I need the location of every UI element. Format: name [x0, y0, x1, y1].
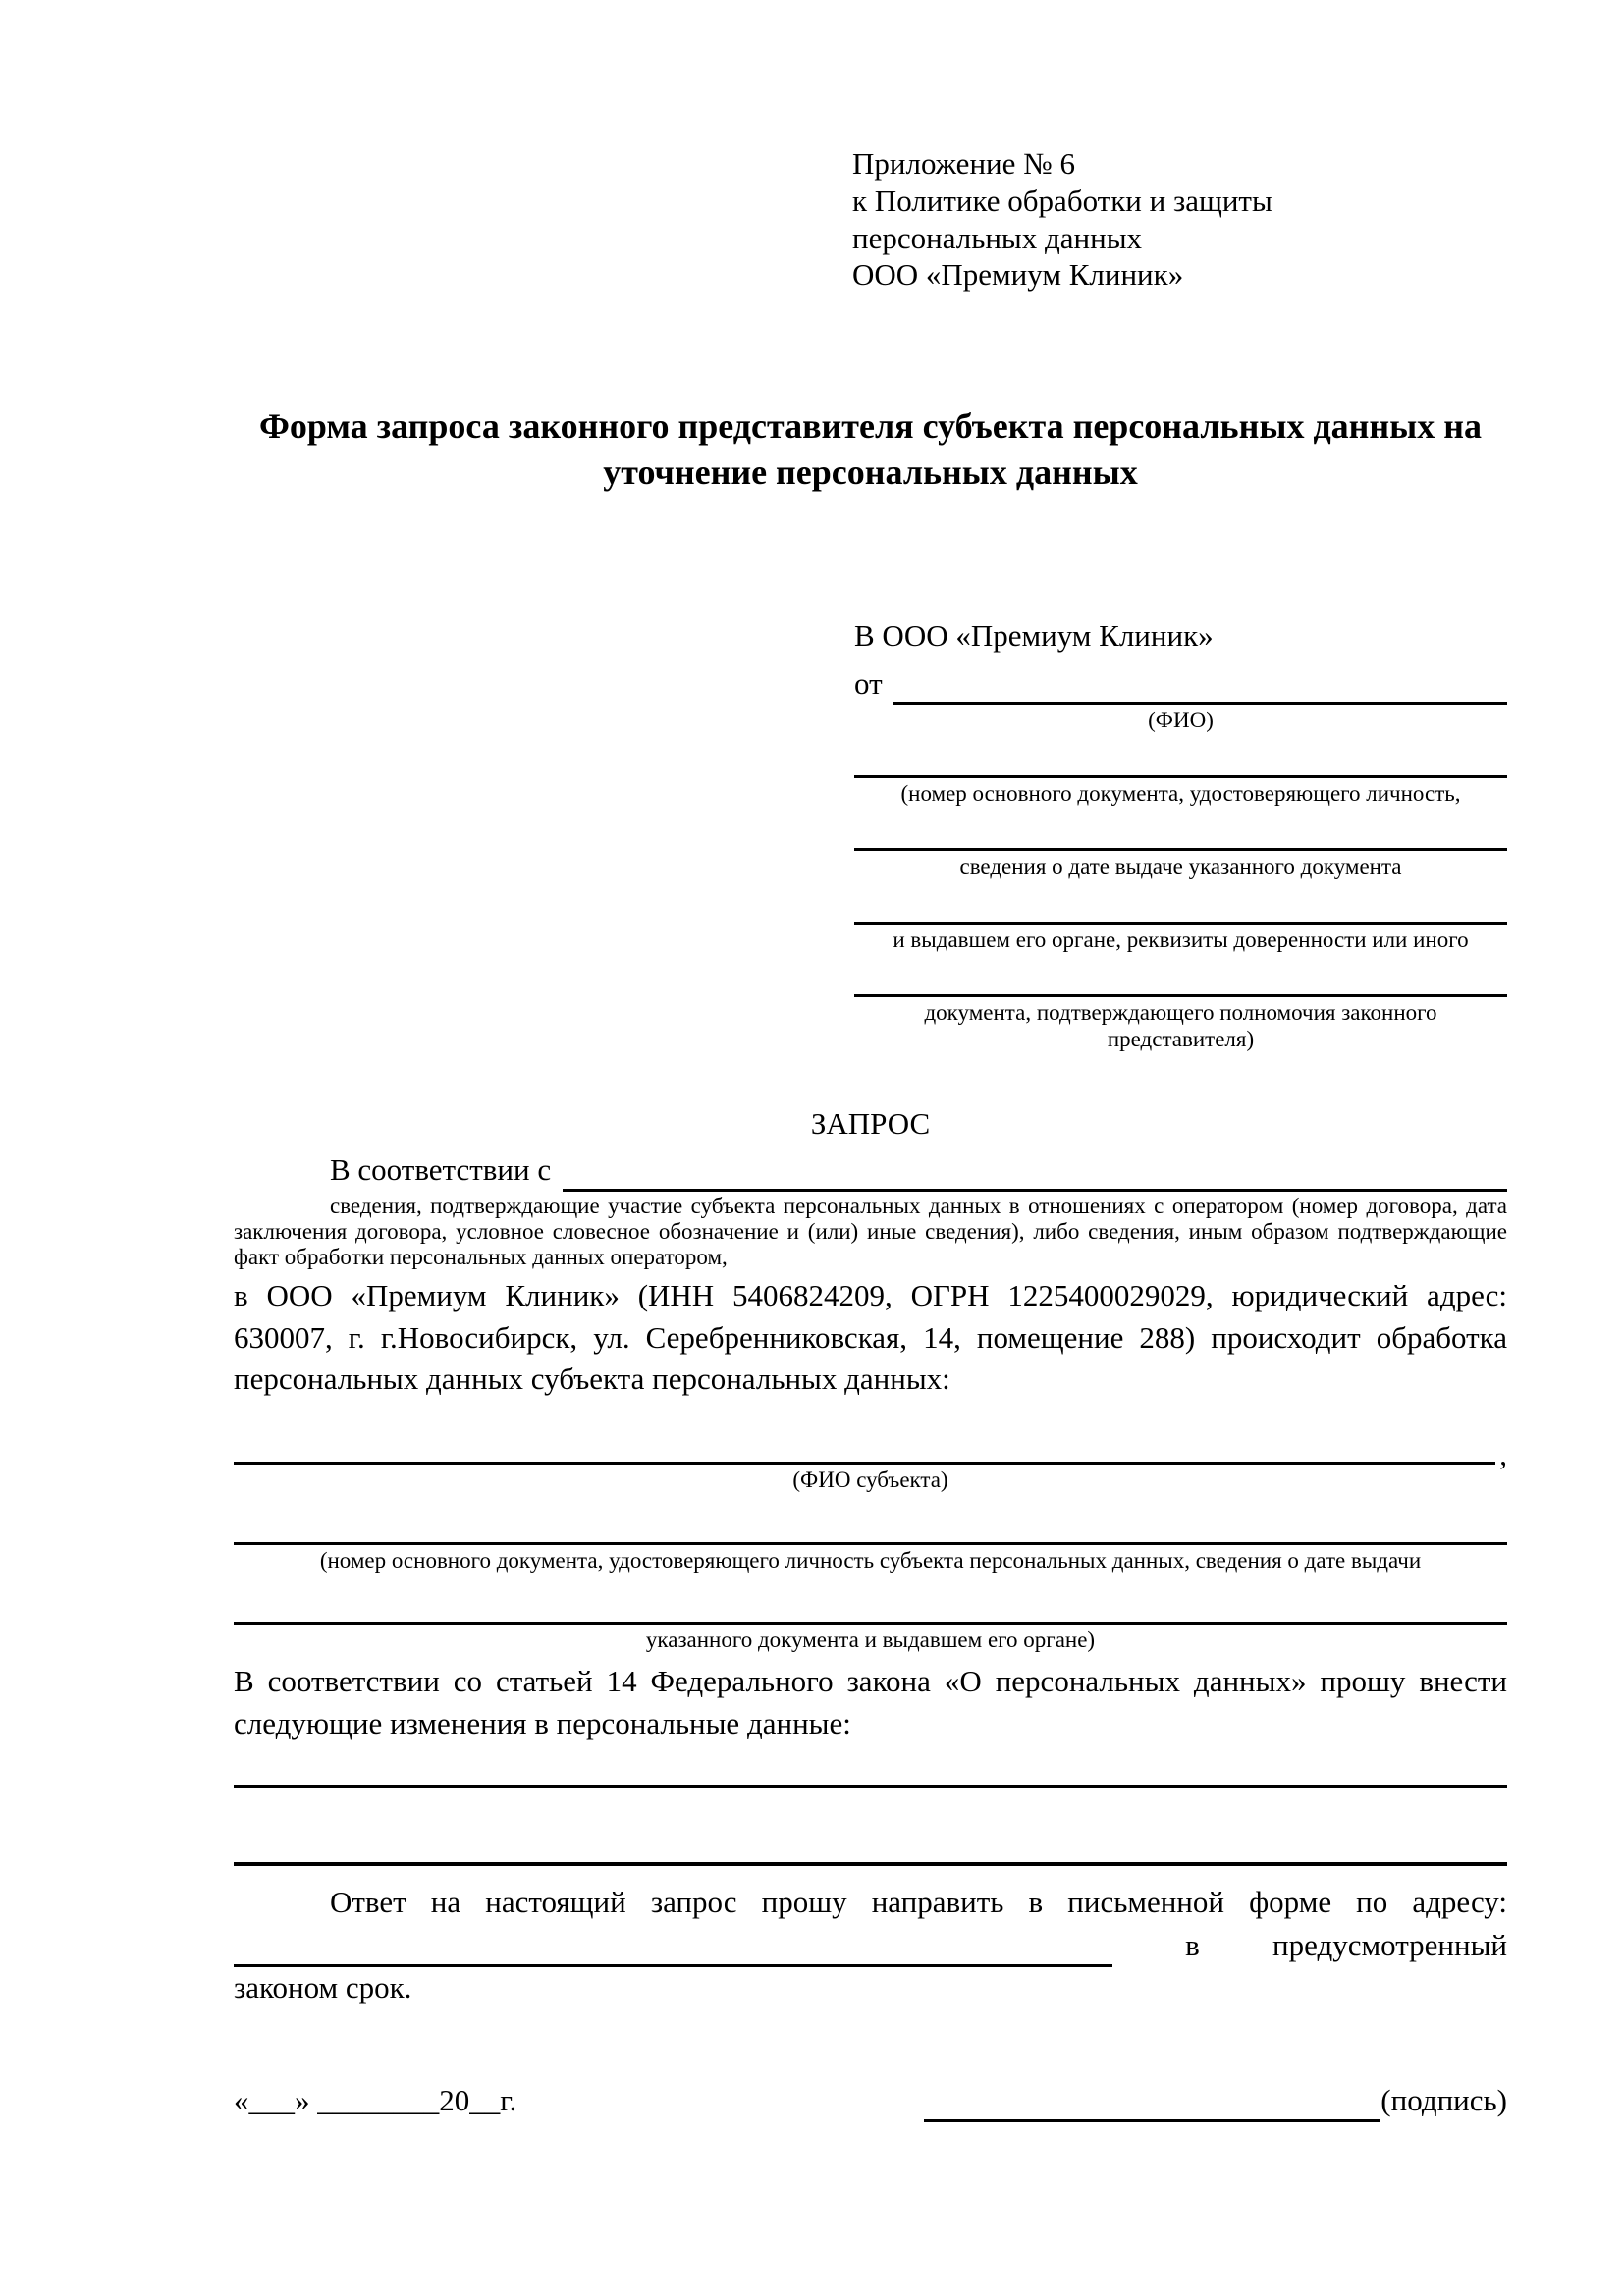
reply-paragraph-line1: Ответ на настоящий запрос прошу направить в письменной форме по адресу: — [330, 1884, 1507, 1919]
appendix-line: персональных данных — [852, 220, 1143, 255]
signature-blank-line — [924, 2082, 1380, 2122]
subject-issuer-caption: указанного документа и выдавшем его органе) — [645, 1627, 1096, 1652]
reply-address-blank-line — [234, 1929, 1112, 1967]
appendix-line: ООО «Премиум Клиник» — [852, 257, 1184, 293]
addressee-organization: В ООО «Премиум Клиник» — [854, 617, 1214, 653]
appendix-line: к Политике обработки и защиты — [852, 183, 1272, 218]
from-caption: (ФИО) — [1148, 708, 1214, 733]
reply-word: в — [1185, 1928, 1200, 1963]
subject-issuer-blank-line — [234, 1622, 1507, 1625]
representative-document-field — [854, 775, 1507, 807]
subject-fio-suffix: , — [1499, 1437, 1507, 1472]
subject-fio-caption: (ФИО субъекта) — [792, 1467, 948, 1492]
field-caption: документа, подтверждающего полномочия законного представителя) — [924, 1000, 1437, 1051]
reply-address-row — [234, 1925, 1507, 1967]
from-label: от — [854, 666, 883, 701]
signature-block — [924, 2080, 1507, 2122]
changes-blank-line-2 — [234, 1862, 1507, 1866]
representative-document-field — [854, 922, 1507, 953]
signature-caption: (подпись) — [1380, 2082, 1507, 2117]
field-caption: и выдавшем его органе, реквизиты доверенности или иного — [893, 927, 1469, 952]
document-title: Форма запроса законного представителя субъекта персональных данных на уточнение персональных данных — [259, 406, 1482, 493]
operator-paragraph: в ООО «Премиум Клиник» (ИНН 5406824209, ОГРН 1225400029029, юридический адрес: 630007, г. г.Новосибирск, ул. Серебренниковская, 14, помещение 288) происходит обработка персональных данных субъекта персональных данных: — [234, 1277, 1507, 1397]
footer-row — [234, 2080, 1507, 2122]
representative-document-field — [854, 848, 1507, 880]
subject-document-blank-line — [234, 1542, 1507, 1545]
from-row — [854, 664, 1507, 706]
basis-prefix: В соответствии с — [330, 1151, 552, 1187]
field-caption: (номер основного документа, удостоверяющего личность, — [900, 780, 1461, 806]
basis-note: сведения, подтверждающие участие субъекта персональных данных в отношениях с оператором (номер договора, дата заключения договора, условное словесное обозначение и (или) иные сведения), либо сведения, иным образом подтверждающие факт обработки персональных данных оператором, — [234, 1193, 1507, 1270]
document-content — [234, 0, 1507, 2122]
request-heading: ЗАПРОС — [810, 1106, 931, 1141]
subject-issuer-row — [234, 1622, 1507, 1625]
subject-fio-blank-line — [234, 1462, 1495, 1465]
representative-document-field — [854, 994, 1507, 1052]
basis-row — [234, 1149, 1507, 1192]
basis-blank-line — [563, 1151, 1507, 1192]
blank-line — [854, 922, 1507, 925]
appendix-line: Приложение № 6 — [852, 146, 1075, 181]
from-name-blank-line — [893, 665, 1507, 705]
blank-line — [854, 775, 1507, 778]
reply-paragraph-line3: законом срок. — [234, 1970, 412, 2005]
changes-blank-line-1 — [234, 1785, 1507, 1788]
field-caption: сведения о дате выдаче указанного документа — [959, 854, 1402, 880]
reply-word: предусмотренный — [1272, 1928, 1507, 1963]
blank-line — [854, 848, 1507, 851]
date-blank: «___» ________20__г. — [234, 2082, 517, 2117]
appendix-block — [852, 145, 1507, 294]
subject-fio-row — [234, 1437, 1507, 1472]
blank-line — [854, 994, 1507, 997]
addressee-block — [854, 615, 1507, 1052]
subject-document-caption: (номер основного документа, удостоверяющего личность субъекта персональных данных, сведения о дате выдачи — [319, 1548, 1422, 1574]
subject-document-row — [234, 1542, 1507, 1545]
request-paragraph: В соответствии со статьей 14 Федерального закона «О персональных данных» прошу внести следующие изменения в персональные данные: — [234, 1664, 1507, 1740]
